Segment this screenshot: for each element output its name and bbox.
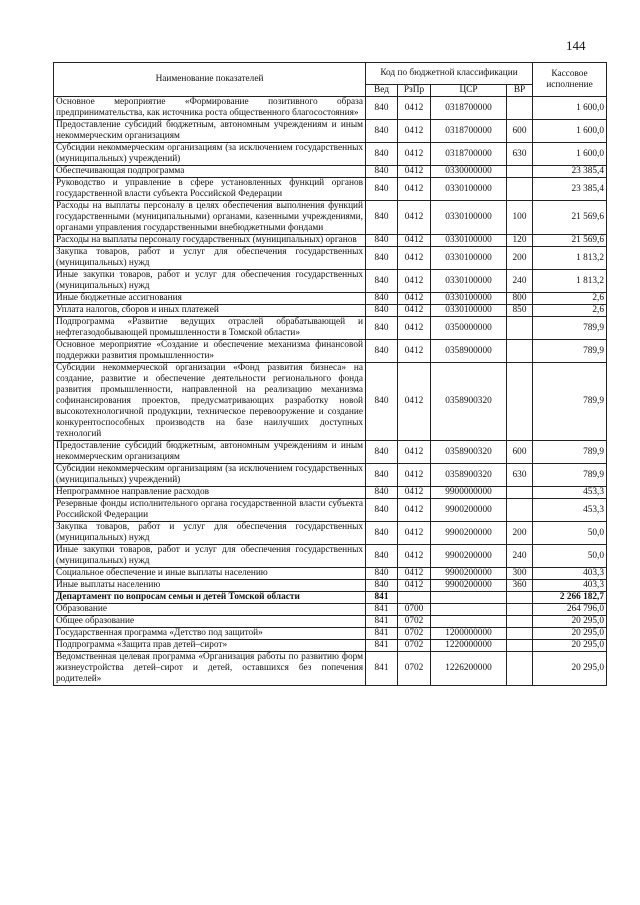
row-name-cell: Департамент по вопросам семьи и детей Томской области <box>54 592 366 604</box>
row-name-cell: Предоставление субсидий бюджетным, автономным учреждениям и иным некоммерческим организациям <box>54 441 366 464</box>
row-ved-cell: 840 <box>366 545 398 568</box>
row-ved-cell: 840 <box>366 441 398 464</box>
row-amount-cell: 1 600,0 <box>533 97 607 120</box>
table-row <box>54 580 607 592</box>
table-row <box>54 178 607 201</box>
row-ved-cell: 840 <box>366 568 398 580</box>
row-rzpr-cell: 0412 <box>398 363 431 441</box>
row-ved-cell: 840 <box>366 166 398 178</box>
row-csr-cell: 9900200000 <box>431 522 507 545</box>
row-rzpr-cell: 0412 <box>398 499 431 522</box>
row-csr-cell: 0358900320 <box>431 441 507 464</box>
row-vr-cell <box>507 616 533 628</box>
table-row <box>54 317 607 340</box>
table-row <box>54 652 607 686</box>
row-csr-cell: 9900200000 <box>431 568 507 580</box>
row-ved-cell: 841 <box>366 592 398 604</box>
page-number: 144 <box>566 38 586 53</box>
row-name-cell: Общее образование <box>54 616 366 628</box>
row-ved-cell: 840 <box>366 522 398 545</box>
row-rzpr-cell: 0412 <box>398 441 431 464</box>
table-row <box>54 464 607 487</box>
row-name-cell: Ведомственная целевая программа «Организация работы по развитию форм жизнеустройства детей–сирот и детей, оставшихся без попечения родителей» <box>54 652 366 686</box>
row-vr-cell: 200 <box>507 522 533 545</box>
row-vr-cell <box>507 499 533 522</box>
row-csr-cell: 1226200000 <box>431 652 507 686</box>
row-csr-cell <box>431 604 507 616</box>
table-row <box>54 604 607 616</box>
row-name-cell: Расходы на выплаты персоналу в целях обеспечения выполнения функций государственными (муниципальными) органами, казенными учреждениями, органами управления государственными внебюджетными фондами <box>54 201 366 235</box>
row-ved-cell: 841 <box>366 604 398 616</box>
row-csr-cell <box>431 616 507 628</box>
row-rzpr-cell: 0702 <box>398 628 431 640</box>
table-row <box>54 270 607 293</box>
row-ved-cell: 840 <box>366 363 398 441</box>
row-vr-cell <box>507 340 533 363</box>
table-row <box>54 143 607 166</box>
row-vr-cell <box>507 640 533 652</box>
row-ved-cell: 841 <box>366 640 398 652</box>
row-csr-cell: 0330100000 <box>431 235 507 247</box>
row-vr-cell: 600 <box>507 120 533 143</box>
row-amount-cell: 1 813,2 <box>533 270 607 293</box>
row-csr-cell: 0330100000 <box>431 305 507 317</box>
row-vr-cell <box>507 363 533 441</box>
row-csr-cell: 9900000000 <box>431 487 507 499</box>
row-name-cell: Расходы на выплаты персоналу государственных (муниципальных) органов <box>54 235 366 247</box>
row-vr-cell: 240 <box>507 270 533 293</box>
row-rzpr-cell: 0412 <box>398 340 431 363</box>
row-amount-cell: 264 796,0 <box>533 604 607 616</box>
row-rzpr-cell: 0412 <box>398 522 431 545</box>
row-ved-cell: 840 <box>366 120 398 143</box>
row-csr-cell: 0358900320 <box>431 363 507 441</box>
row-amount-cell: 403,3 <box>533 568 607 580</box>
row-name-cell: Иные закупки товаров, работ и услуг для обеспечения государственных (муниципальных) нужд <box>54 545 366 568</box>
row-csr-cell: 1220000000 <box>431 640 507 652</box>
row-ved-cell: 841 <box>366 628 398 640</box>
row-rzpr-cell: 0412 <box>398 235 431 247</box>
row-ved-cell: 841 <box>366 616 398 628</box>
table-row <box>54 340 607 363</box>
row-vr-cell: 630 <box>507 464 533 487</box>
row-name-cell: Резервные фонды исполнительного органа государственной власти субъекта Российской Федерации <box>54 499 366 522</box>
row-rzpr-cell: 0412 <box>398 120 431 143</box>
row-csr-cell: 0330100000 <box>431 270 507 293</box>
row-vr-cell <box>507 97 533 120</box>
row-vr-cell <box>507 628 533 640</box>
row-rzpr-cell: 0412 <box>398 178 431 201</box>
row-rzpr-cell: 0412 <box>398 97 431 120</box>
header-csr: ЦСР <box>431 85 507 97</box>
row-ved-cell: 840 <box>366 97 398 120</box>
table-row <box>54 120 607 143</box>
row-amount-cell: 50,0 <box>533 522 607 545</box>
row-rzpr-cell: 0412 <box>398 568 431 580</box>
header-ved: Вед <box>366 85 398 97</box>
row-csr-cell: 0318700000 <box>431 97 507 120</box>
table-row <box>54 522 607 545</box>
header-rzpr: РзПр <box>398 85 431 97</box>
row-amount-cell: 1 600,0 <box>533 120 607 143</box>
row-amount-cell: 2,6 <box>533 305 607 317</box>
row-ved-cell: 840 <box>366 235 398 247</box>
row-csr-cell: 9900200000 <box>431 580 507 592</box>
row-amount-cell: 21 569,6 <box>533 235 607 247</box>
row-csr-cell: 0318700000 <box>431 143 507 166</box>
row-name-cell: Иные бюджетные ассигнования <box>54 293 366 305</box>
table-row <box>54 545 607 568</box>
row-vr-cell <box>507 317 533 340</box>
row-ved-cell: 840 <box>366 487 398 499</box>
table-row <box>54 616 607 628</box>
budget-table <box>53 62 607 686</box>
row-amount-cell: 1 813,2 <box>533 247 607 270</box>
row-amount-cell: 403,3 <box>533 580 607 592</box>
row-csr-cell: 0358900320 <box>431 464 507 487</box>
table-row <box>54 166 607 178</box>
row-ved-cell: 840 <box>366 580 398 592</box>
row-name-cell: Уплата налогов, сборов и иных платежей <box>54 305 366 317</box>
row-csr-cell: 0318700000 <box>431 120 507 143</box>
row-name-cell: Иные выплаты населению <box>54 580 366 592</box>
header-code-group: Код по бюджетной классификации <box>366 63 533 85</box>
row-amount-cell: 20 295,0 <box>533 628 607 640</box>
row-csr-cell: 0330000000 <box>431 166 507 178</box>
table-row <box>54 628 607 640</box>
row-name-cell: Основное мероприятие «Формирование позитивного образа предпринимательства, как источника роста общественного благосостояния» <box>54 97 366 120</box>
row-amount-cell: 2,6 <box>533 293 607 305</box>
row-ved-cell: 840 <box>366 317 398 340</box>
header-amount: Кассовое исполнение <box>533 63 607 97</box>
row-amount-cell: 23 385,4 <box>533 166 607 178</box>
header-vr: ВР <box>507 85 533 97</box>
row-rzpr-cell: 0702 <box>398 652 431 686</box>
row-name-cell: Субсидии некоммерческим организациям (за исключением государственных (муниципальных) учреждений) <box>54 143 366 166</box>
row-name-cell: Государственная программа «Детство под защитой» <box>54 628 366 640</box>
row-ved-cell: 840 <box>366 201 398 235</box>
row-csr-cell: 0358900000 <box>431 340 507 363</box>
row-amount-cell: 789,9 <box>533 340 607 363</box>
row-rzpr-cell: 0412 <box>398 201 431 235</box>
row-ved-cell: 840 <box>366 143 398 166</box>
row-name-cell: Закупка товаров, работ и услуг для обеспечения государственных (муниципальных) нужд <box>54 522 366 545</box>
row-vr-cell: 300 <box>507 568 533 580</box>
table-row <box>54 363 607 441</box>
row-amount-cell: 50,0 <box>533 545 607 568</box>
row-name-cell: Образование <box>54 604 366 616</box>
row-vr-cell: 600 <box>507 441 533 464</box>
row-vr-cell <box>507 178 533 201</box>
row-rzpr-cell: 0702 <box>398 616 431 628</box>
row-rzpr-cell: 0412 <box>398 580 431 592</box>
row-name-cell: Субсидии некоммерческим организациям (за исключением государственных (муниципальных) учреждений) <box>54 464 366 487</box>
row-amount-cell: 789,9 <box>533 464 607 487</box>
table-row <box>54 499 607 522</box>
row-ved-cell: 840 <box>366 499 398 522</box>
table-row <box>54 441 607 464</box>
row-name-cell: Основное мероприятие «Создание и обеспечение механизма финансовой поддержки развития промышленности» <box>54 340 366 363</box>
table-row <box>54 293 607 305</box>
row-vr-cell: 200 <box>507 247 533 270</box>
row-amount-cell: 20 295,0 <box>533 616 607 628</box>
row-ved-cell: 840 <box>366 464 398 487</box>
table-row <box>54 247 607 270</box>
table-row <box>54 568 607 580</box>
row-vr-cell <box>507 166 533 178</box>
row-vr-cell: 100 <box>507 201 533 235</box>
row-csr-cell <box>431 592 507 604</box>
row-rzpr-cell: 0702 <box>398 640 431 652</box>
row-amount-cell: 23 385,4 <box>533 178 607 201</box>
row-amount-cell: 21 569,6 <box>533 201 607 235</box>
row-ved-cell: 840 <box>366 293 398 305</box>
row-ved-cell: 840 <box>366 305 398 317</box>
row-vr-cell <box>507 487 533 499</box>
row-ved-cell: 841 <box>366 652 398 686</box>
table-row <box>54 640 607 652</box>
row-name-cell: Подпрограмма «Защита прав детей–сирот» <box>54 640 366 652</box>
row-name-cell: Закупка товаров, работ и услуг для обеспечения государственных (муниципальных) нужд <box>54 247 366 270</box>
row-rzpr-cell: 0412 <box>398 270 431 293</box>
table-row <box>54 305 607 317</box>
table-row <box>54 235 607 247</box>
row-csr-cell: 9900200000 <box>431 499 507 522</box>
row-ved-cell: 840 <box>366 270 398 293</box>
row-name-cell: Субсидии некоммерческой организации «Фонд развития бизнеса» на создание, развитие и обеспечение деятельности регионального фонда развития промышленности, направленной на реализацию механизма софинансирования проектов, предусматривающих разработку новой высокотехнологичной продукции, техническое перевооружение и создание конкурентоспособных производств на базе наилучших доступных технологий <box>54 363 366 441</box>
row-name-cell: Подпрограмма «Развитие ведущих отраслей обрабатывающей и нефтегазодобывающей промышленности в Томской области» <box>54 317 366 340</box>
table-row <box>54 97 607 120</box>
row-rzpr-cell: 0412 <box>398 545 431 568</box>
row-amount-cell: 453,3 <box>533 487 607 499</box>
row-csr-cell: 0330100000 <box>431 293 507 305</box>
row-vr-cell: 800 <box>507 293 533 305</box>
row-ved-cell: 840 <box>366 340 398 363</box>
row-amount-cell: 20 295,0 <box>533 640 607 652</box>
row-rzpr-cell: 0700 <box>398 604 431 616</box>
row-csr-cell: 1200000000 <box>431 628 507 640</box>
row-rzpr-cell: 0412 <box>398 317 431 340</box>
row-ved-cell: 840 <box>366 247 398 270</box>
table-row <box>54 201 607 235</box>
row-rzpr-cell: 0412 <box>398 487 431 499</box>
row-vr-cell: 360 <box>507 580 533 592</box>
row-rzpr-cell: 0412 <box>398 305 431 317</box>
row-vr-cell: 240 <box>507 545 533 568</box>
row-vr-cell: 120 <box>507 235 533 247</box>
row-csr-cell: 0330100000 <box>431 178 507 201</box>
row-rzpr-cell: 0412 <box>398 293 431 305</box>
row-csr-cell: 0330100000 <box>431 201 507 235</box>
row-vr-cell <box>507 652 533 686</box>
row-csr-cell: 9900200000 <box>431 545 507 568</box>
row-csr-cell: 0330100000 <box>431 247 507 270</box>
row-csr-cell: 0350000000 <box>431 317 507 340</box>
row-amount-cell: 2 266 182,7 <box>533 592 607 604</box>
row-name-cell: Руководство и управление в сфере установленных функций органов государственной власти субъекта Российской Федерации <box>54 178 366 201</box>
row-amount-cell: 453,3 <box>533 499 607 522</box>
row-rzpr-cell: 0412 <box>398 464 431 487</box>
row-rzpr-cell: 0412 <box>398 143 431 166</box>
row-name-cell: Предоставление субсидий бюджетным, автономным учреждениям и иным некоммерческим организациям <box>54 120 366 143</box>
row-name-cell: Иные закупки товаров, работ и услуг для обеспечения государственных (муниципальных) нужд <box>54 270 366 293</box>
row-name-cell: Обеспечивающая подпрограмма <box>54 166 366 178</box>
row-vr-cell <box>507 604 533 616</box>
row-amount-cell: 789,9 <box>533 363 607 441</box>
row-amount-cell: 789,9 <box>533 441 607 464</box>
row-amount-cell: 20 295,0 <box>533 652 607 686</box>
row-name-cell: Социальное обеспечение и иные выплаты населению <box>54 568 366 580</box>
row-ved-cell: 840 <box>366 178 398 201</box>
row-rzpr-cell: 0412 <box>398 166 431 178</box>
row-rzpr-cell: 0412 <box>398 247 431 270</box>
row-vr-cell: 630 <box>507 143 533 166</box>
row-amount-cell: 1 600,0 <box>533 143 607 166</box>
table-row <box>54 592 607 604</box>
row-amount-cell: 789,9 <box>533 317 607 340</box>
row-vr-cell <box>507 592 533 604</box>
row-vr-cell: 850 <box>507 305 533 317</box>
table-row <box>54 487 607 499</box>
row-name-cell: Непрограммное направление расходов <box>54 487 366 499</box>
row-rzpr-cell <box>398 592 431 604</box>
header-name: Наименование показателей <box>54 63 366 97</box>
